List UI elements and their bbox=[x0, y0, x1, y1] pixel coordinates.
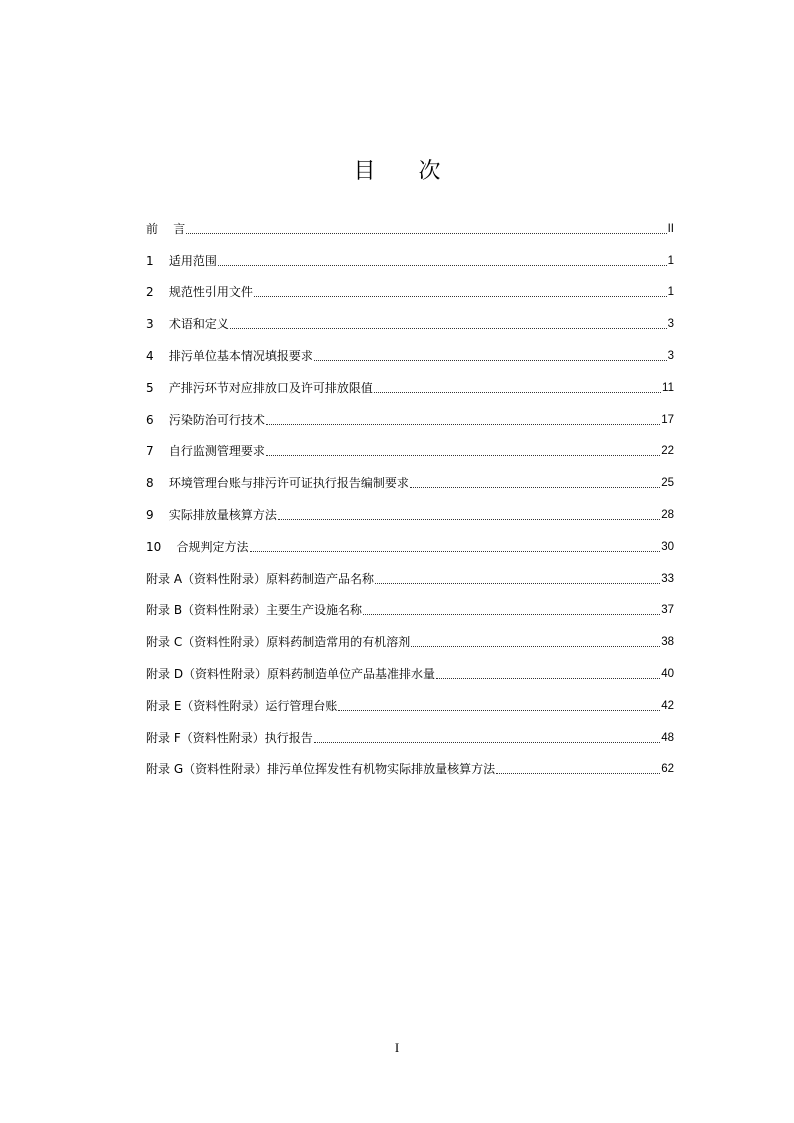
toc-entry-page: 48 bbox=[661, 731, 674, 744]
dot-leader bbox=[314, 359, 667, 361]
toc-entry-page: 17 bbox=[661, 413, 674, 426]
toc-entry-label: 5 产排污环节对应排放口及许可排放限值 bbox=[146, 380, 373, 395]
dot-leader bbox=[218, 264, 667, 266]
dot-leader bbox=[250, 550, 661, 552]
toc-entry-label: 4 排污单位基本情况填报要求 bbox=[146, 348, 313, 363]
toc-entry-label: 附录 G（资料性附录）排污单位挥发性有机物实际排放量核算方法 bbox=[146, 762, 496, 777]
toc-entry-label: 2 规范性引用文件 bbox=[146, 285, 253, 300]
dot-leader bbox=[314, 741, 660, 743]
toc-entry-page: 37 bbox=[661, 604, 674, 617]
dot-leader bbox=[230, 327, 667, 329]
toc-entry-page: 38 bbox=[661, 636, 674, 649]
toc-entry-label: 9 实际排放量核算方法 bbox=[146, 507, 277, 522]
toc-entry-label: 前 言 bbox=[146, 221, 186, 236]
toc-entry-3[interactable] bbox=[146, 300, 674, 332]
dot-leader bbox=[254, 295, 667, 297]
toc-entry-label: 3 术语和定义 bbox=[146, 317, 229, 332]
toc-entry-appendix-g[interactable] bbox=[146, 746, 674, 778]
toc-entry-page: 11 bbox=[662, 381, 674, 394]
toc-entry-label: 附录 A（资料性附录）原料药制造产品名称 bbox=[146, 571, 375, 586]
toc-entry-page: 3 bbox=[667, 318, 674, 331]
toc-entry-page: 3 bbox=[667, 349, 674, 362]
toc-entry-page: 42 bbox=[661, 699, 674, 712]
dot-leader bbox=[410, 486, 660, 488]
toc-entry-page: II bbox=[667, 222, 674, 235]
toc-entry-appendix-a[interactable] bbox=[146, 555, 674, 587]
toc-entry-5[interactable] bbox=[146, 364, 674, 396]
toc-entry-appendix-d[interactable] bbox=[146, 650, 674, 682]
toc-entry-7[interactable] bbox=[146, 428, 674, 460]
dot-leader bbox=[266, 454, 660, 456]
toc-title: 目 次 bbox=[353, 159, 459, 184]
toc-entry-6[interactable] bbox=[146, 396, 674, 428]
dot-leader bbox=[363, 613, 660, 615]
toc-entry-label: 1 适用范围 bbox=[146, 253, 217, 268]
toc-entry-2[interactable] bbox=[146, 269, 674, 301]
toc-entry-label: 附录 B（资料性附录）主要生产设施名称 bbox=[146, 603, 363, 618]
toc-entry-label: 附录 F（资料性附录）执行报告 bbox=[146, 730, 313, 745]
toc-entry-4[interactable] bbox=[146, 332, 674, 364]
dot-leader bbox=[266, 423, 660, 425]
page-number: I bbox=[394, 1040, 400, 1055]
toc-entry-8[interactable] bbox=[146, 459, 674, 491]
toc-entry-page: 25 bbox=[661, 477, 674, 490]
toc-entry-page: 1 bbox=[667, 286, 674, 299]
dot-leader bbox=[278, 518, 660, 520]
toc-entry-page: 30 bbox=[661, 540, 674, 553]
toc-list bbox=[146, 205, 674, 777]
toc-entry-page: 62 bbox=[661, 763, 674, 776]
toc-entry-label: 6 污染防治可行技术 bbox=[146, 412, 265, 427]
toc-entry-label: 8 环境管理台账与排污许可证执行报告编制要求 bbox=[146, 476, 409, 491]
toc-entry-page: 33 bbox=[661, 572, 674, 585]
toc-entry-page: 1 bbox=[667, 254, 674, 267]
dot-leader bbox=[374, 391, 661, 393]
dot-leader bbox=[186, 232, 666, 234]
toc-entry-9[interactable] bbox=[146, 491, 674, 523]
toc-entry-label: 附录 E（资料性附录）运行管理台账 bbox=[146, 698, 338, 713]
toc-entry-label: 附录 C（资料性附录）原料药制造常用的有机溶剂 bbox=[146, 635, 411, 650]
toc-entry-appendix-b[interactable] bbox=[146, 587, 674, 619]
toc-entry-1[interactable] bbox=[146, 237, 674, 269]
toc-entry-appendix-c[interactable] bbox=[146, 618, 674, 650]
toc-entry-10[interactable] bbox=[146, 523, 674, 555]
toc-entry-label: 10 合规判定方法 bbox=[146, 539, 249, 554]
toc-entry-page: 22 bbox=[661, 445, 674, 458]
dot-leader bbox=[411, 645, 660, 647]
toc-entry-appendix-e[interactable] bbox=[146, 682, 674, 714]
toc-entry-page: 40 bbox=[661, 667, 674, 680]
toc-entry-page: 28 bbox=[661, 508, 674, 521]
dot-leader bbox=[375, 582, 660, 584]
dot-leader bbox=[338, 709, 660, 711]
toc-entry-foreword[interactable] bbox=[146, 205, 674, 237]
dot-leader bbox=[436, 677, 660, 679]
dot-leader bbox=[496, 772, 660, 774]
toc-entry-label: 7 自行监测管理要求 bbox=[146, 444, 265, 459]
toc-entry-label: 附录 D（资料性附录）原料药制造单位产品基准排水量 bbox=[146, 666, 436, 681]
toc-entry-appendix-f[interactable] bbox=[146, 714, 674, 746]
